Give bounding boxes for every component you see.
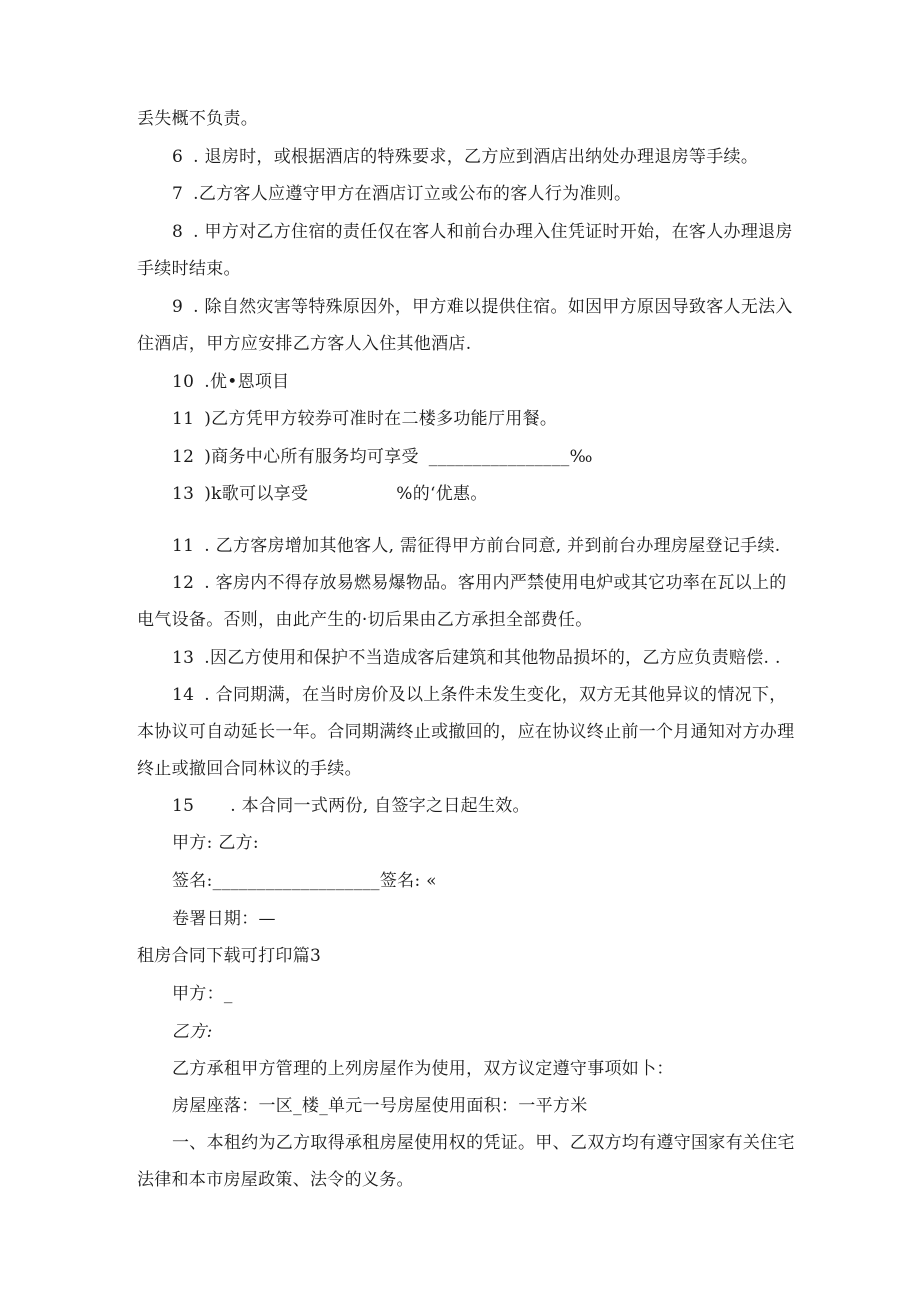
article-1 bbox=[172, 1132, 795, 1154]
line-text: 一、本租约为乙方取得承租房屋使用权的凭证。甲、乙双方均有遵守国家有关住宅 bbox=[172, 1133, 795, 1153]
sub-item-text: )商务中心所有服务均可享受 bbox=[204, 447, 419, 467]
clause-number: 10 bbox=[172, 372, 195, 392]
line-text: 法律和本市房屋政策、法令的义务。 bbox=[137, 1170, 414, 1190]
clause-text: . 除自然灾害等特殊原因外，甲方难以提供住宿。如因甲方原因导致客人无法入 bbox=[193, 297, 793, 317]
line-text: 丢失概不负责。 bbox=[137, 109, 259, 129]
clause-10 bbox=[172, 371, 289, 393]
section-title bbox=[137, 945, 321, 967]
date-label: 卷署日期：— bbox=[172, 909, 276, 929]
clause-text: . 本合同一式两份, 自签字之日起生效。 bbox=[230, 796, 530, 816]
paragraph-line bbox=[137, 333, 471, 355]
clause-number: 11 bbox=[172, 536, 195, 556]
signature-blank: ___________________ bbox=[212, 871, 380, 891]
sub-item-text: )k歌可以享受 bbox=[204, 484, 309, 504]
clause-8 bbox=[172, 221, 793, 243]
parties-label: 甲方: 乙方: bbox=[172, 833, 259, 853]
clause-text: . 合同期满，在当时房价及以上条件未发生变化，双方无其他异议的情况下， bbox=[204, 685, 787, 705]
clause-number: 9 bbox=[172, 297, 184, 317]
signing-date bbox=[172, 908, 276, 930]
property-location bbox=[172, 1095, 588, 1117]
clause-7 bbox=[172, 183, 631, 205]
clause-11 bbox=[172, 535, 780, 557]
line-text: 乙方承租甲方管理的上列房屋作为使用，双方议定遵守事项如卜： bbox=[172, 1059, 674, 1079]
clause-text: . 乙方客房增加其他客人, 需征得甲方前台同意, 并到前台办理房屋登记手续. bbox=[204, 536, 781, 556]
signature-label: 签名: bbox=[172, 871, 213, 891]
party-b bbox=[172, 1021, 213, 1043]
line-text: 住酒店，甲方应安排乙方客人入住其他酒店. bbox=[137, 334, 472, 354]
sub-item-suffix: ‰ bbox=[569, 447, 593, 467]
clause-number: 6 bbox=[172, 147, 184, 167]
clause-text: .优•恩项目 bbox=[204, 372, 290, 392]
signature-label: 签名: « bbox=[379, 871, 437, 891]
clause-text: . 退房时，或根据酒店的特殊要求，乙方应到酒店出纳处办理退房等手续。 bbox=[193, 147, 759, 167]
clause-number: 7 bbox=[172, 184, 184, 204]
clause-13 bbox=[172, 647, 781, 669]
clause-text: .因乙方使用和保护不当造成客后建筑和其他物品损坏的，乙方应负责赔偿. . bbox=[204, 648, 781, 668]
sub-item-13 bbox=[172, 483, 488, 505]
clause-text: . 客房内不得存放易燃易爆物品。客用内严禁使用电炉或其它功率在瓦以上的 bbox=[204, 573, 787, 593]
line-text: 本协议可自动延长一年。合同期满终止或撤回的，应在协议终止前一个月通知对方办理 bbox=[137, 722, 795, 742]
clause-9 bbox=[172, 296, 793, 318]
paragraph-line bbox=[137, 721, 794, 743]
clause-number: 8 bbox=[172, 222, 184, 242]
sub-item-number: 13 bbox=[172, 484, 195, 504]
line-text: 手续时结束。 bbox=[137, 259, 241, 279]
clause-6 bbox=[172, 146, 758, 168]
paragraph-line bbox=[137, 108, 258, 130]
fill-in-blank: ________________ bbox=[428, 447, 570, 467]
paragraph-line bbox=[137, 258, 241, 280]
sub-item-text: )乙方凭甲方较券可准时在二楼多功能厅用餐。 bbox=[204, 409, 558, 429]
paragraph-line bbox=[172, 1058, 674, 1080]
sub-item-number: 11 bbox=[172, 409, 195, 429]
clause-text: .乙方客人应遵守甲方在酒店订立或公布的客人行为准则。 bbox=[193, 184, 632, 204]
line-text: 终止或撤回合同林议的手续。 bbox=[137, 759, 362, 779]
line-text: 电气设备。否则，由此产生的·切后果由乙方承担全部费任。 bbox=[137, 610, 593, 630]
clause-14 bbox=[172, 684, 787, 706]
clause-15 bbox=[172, 795, 530, 817]
signature-line bbox=[172, 870, 437, 892]
clause-number: 15 bbox=[172, 796, 195, 816]
party-label: 乙方: bbox=[172, 1022, 213, 1042]
clause-number: 13 bbox=[172, 648, 195, 668]
party-label: 甲方：_ bbox=[172, 984, 233, 1004]
clause-number: 12 bbox=[172, 573, 195, 593]
signature-parties bbox=[172, 832, 259, 854]
paragraph-line bbox=[137, 758, 362, 780]
sub-item-11 bbox=[172, 408, 557, 430]
line-text: 房屋座落：一区_楼_单元一号房屋使用面积：一平方米 bbox=[172, 1096, 588, 1116]
clause-number: 14 bbox=[172, 685, 195, 705]
paragraph-line bbox=[137, 1169, 414, 1191]
sub-item-number: 12 bbox=[172, 447, 195, 467]
sub-item-suffix: %的‘优惠。 bbox=[396, 484, 488, 504]
paragraph-line bbox=[137, 609, 593, 631]
sub-item-12 bbox=[172, 446, 593, 468]
party-a bbox=[172, 983, 233, 1005]
title-text: 租房合同下载可打印篇3 bbox=[137, 946, 322, 966]
clause-text: . 甲方对乙方住宿的责任仅在客人和前台办理入住凭证时开始，在客人办理退房 bbox=[193, 222, 793, 242]
clause-12 bbox=[172, 572, 787, 594]
